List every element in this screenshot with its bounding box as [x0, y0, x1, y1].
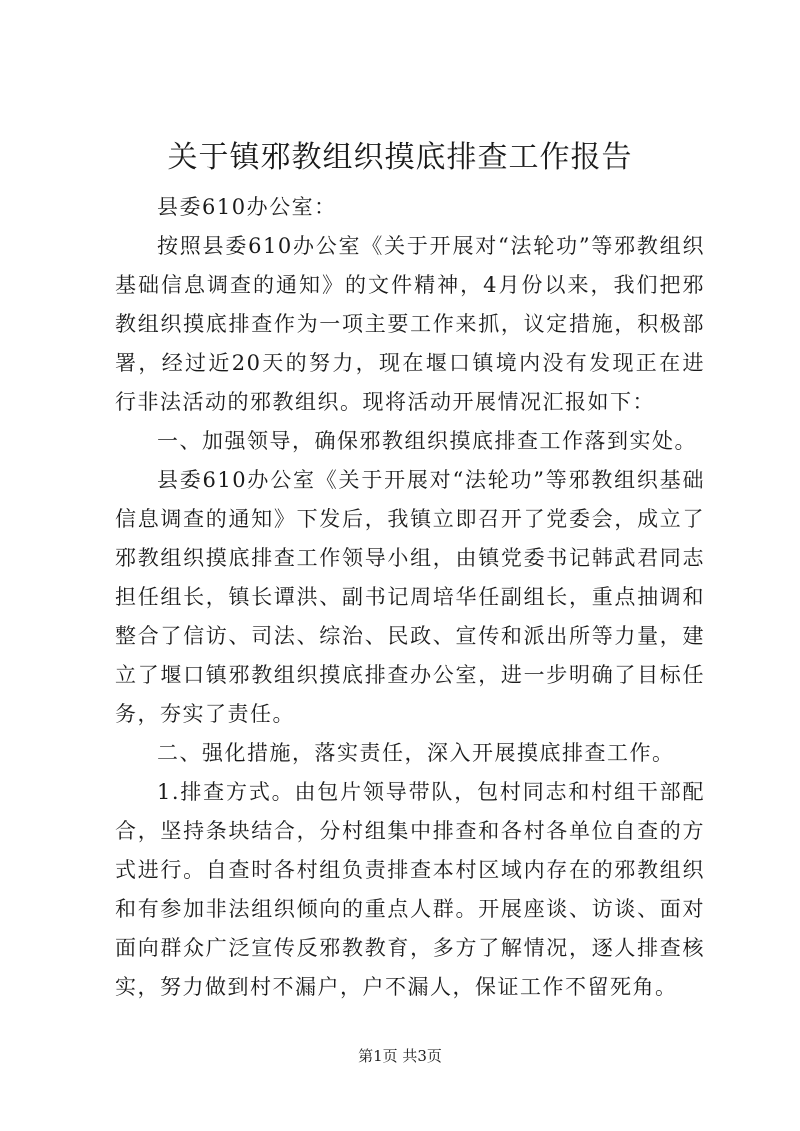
paragraph-intro: 按照县委610办公室《关于开展对“法轮功”等邪教组织基础信息调查的通知》的文件精神，4月份以来，我们把邪教组织摸底排查作为一项主要工作来抓，议定措施，积极部署，经过近20天的努力，现在堰口镇境内没有发现正在进行非法活动的邪教组织。现将活动开展情况汇报如下： [115, 234, 705, 414]
salutation: 县委610办公室： [157, 195, 337, 219]
page-number-footer: 第1页 共3页 [358, 1047, 442, 1065]
document-title: 关于镇邪教组织摸底排查工作报告 [167, 140, 633, 175]
heading-section-1: 一、加强领导，确保邪教组织摸底排查工作落到实处。 [157, 429, 697, 453]
paragraph-investigation-method: 1.排查方式。由包片领导带队，包村同志和村组干部配合，坚持条块结合，分村组集中排查和各村各单位自查的方式进行。自查时各村组负责排查本村区域内存在的邪教组织和有参加非法组织倾向的重点人群。开展座谈、访谈、面对面向群众广泛宣传反邪教教育，多方了解情况，逐人排查核实，努力做到村不漏户，户不漏人，保证工作不留死角。 [115, 780, 705, 999]
paragraph-section-1: 县委610办公室《关于开展对“法轮功”等邪教组织基础信息调查的通知》下发后，我镇立即召开了党委会，成立了邪教组织摸底排查工作领导小组，由镇党委书记韩武君同志担任组长，镇长谭洪、副书记周培华任副组长，重点抽调和整合了信访、司法、综治、民政、宣传和派出所等力量，建立了堰口镇邪教组织摸底排查办公室，进一步明确了目标任务，夯实了责任。 [115, 468, 705, 726]
heading-section-2: 二、强化措施，落实责任，深入开展摸底排查工作。 [157, 741, 675, 765]
document-body [115, 188, 705, 1007]
